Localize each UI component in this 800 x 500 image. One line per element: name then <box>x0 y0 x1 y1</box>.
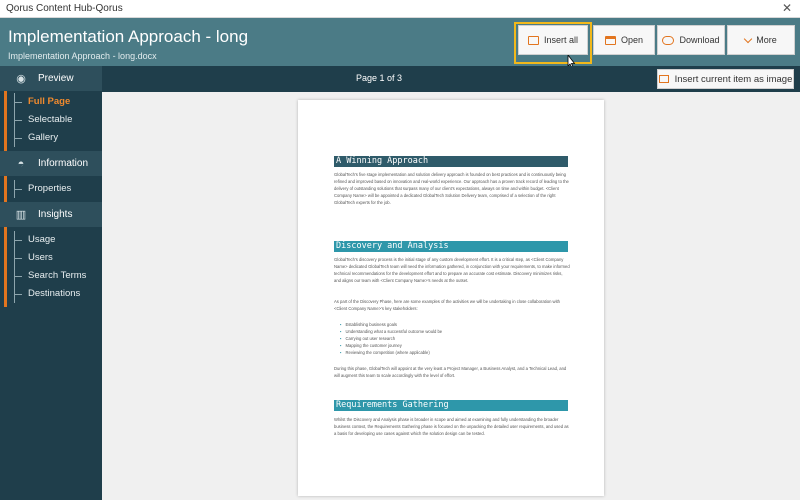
image-icon <box>659 75 669 83</box>
document-filename: Implementation Approach - long.docx <box>8 51 157 61</box>
document-title: Implementation Approach - long <box>8 27 249 46</box>
preview-canvas[interactable] <box>102 92 800 500</box>
section-label: Preview <box>38 73 74 84</box>
sidebar-item-destinations[interactable]: Destinations <box>0 285 102 303</box>
sidebar-item-selectable[interactable]: Selectable <box>0 111 102 129</box>
sidebar-item-gallery[interactable]: Gallery <box>0 129 102 147</box>
open-button[interactable] <box>593 25 655 55</box>
section-label: Information <box>38 158 89 169</box>
page-indicator: Page 1 of 3 <box>356 73 403 83</box>
insert-current-label: Insert current item as image <box>674 73 793 85</box>
doc-bullet-list <box>340 321 570 356</box>
insert-all-label: Insert all <box>543 35 578 45</box>
information-items <box>0 176 102 202</box>
sidebar-item-search-terms[interactable]: Search Terms <box>0 267 102 285</box>
chart-icon: ▥ <box>15 208 27 221</box>
doc-paragraph-5: Whilst the Discovery and Analysis phase is broader in scope and aimed at examining and fully understanding the broader business context, the Requirements Gathering phase is focused on the unpacking the detailed user requirements, and used as a basis for developing use cases against which the solution design can be tested. <box>334 417 569 436</box>
insert-current-as-image-button[interactable] <box>657 69 794 89</box>
list-item: ▪ Understanding what a successful outcome would be <box>340 328 570 335</box>
doc-heading-3: Requirements Gathering <box>334 400 568 411</box>
doc-paragraph-1: GlobalTech's five stage implementation and solution delivery approach is founded on best practices and is continuously being refined and improved based on innovation and real-world experience. Our approach has a proven track record of leading to the delivery of outstanding solutions that surpass many of our client's expectations, always on time and within budget. <Client Company Name> will be appointed a dedicated GlobalTech Solution Delivery team, comprised of a selection of the right GlobalTech experts for the job. <box>334 172 569 205</box>
more-label: More <box>756 35 777 45</box>
doc-heading-2: Discovery and Analysis <box>334 241 568 252</box>
window-titlebar <box>0 0 800 18</box>
preview-toolbar <box>102 66 800 92</box>
section-label: Insights <box>38 209 73 220</box>
insert-all-button[interactable] <box>518 25 588 55</box>
download-button[interactable] <box>657 25 725 55</box>
sidebar-section-information[interactable] <box>0 151 102 176</box>
eye-icon: ◉ <box>16 72 26 85</box>
cloud-download-icon <box>662 36 674 45</box>
sidebar-item-users[interactable]: Users <box>0 249 102 267</box>
sidebar-item-properties[interactable]: Properties <box>0 180 102 198</box>
gauge-icon: ◓ <box>17 157 25 170</box>
sidebar-section-insights[interactable] <box>0 202 102 227</box>
document-page <box>298 100 604 496</box>
window-title: Qorus Content Hub-Qorus <box>6 3 123 14</box>
open-label: Open <box>620 35 644 45</box>
sidebar <box>0 66 102 500</box>
document-header <box>0 18 800 66</box>
preview-items <box>0 91 102 151</box>
list-item: ▪ Establishing business goals <box>340 321 570 328</box>
list-item: ▪ Mapping the customer journey <box>340 342 570 349</box>
insights-items <box>0 227 102 307</box>
list-item: ▪ Reviewing the competition (where applicable) <box>340 349 570 356</box>
sidebar-item-full-page[interactable]: Full Page <box>0 93 102 111</box>
insert-icon <box>528 36 539 45</box>
chevron-down-icon <box>744 34 752 42</box>
close-icon[interactable]: ✕ <box>781 1 793 15</box>
download-label: Download <box>679 35 720 45</box>
doc-paragraph-4: During this phase, GlobalTech will appoint at the very least a Project Manager, a Business Analyst, and a Technical Lead, and will augment this team to scale accordingly with the level of effort. <box>334 366 567 378</box>
doc-heading-1: A Winning Approach <box>334 156 568 167</box>
doc-paragraph-3: As part of the Discovery Phase, here are some examples of the activities we will be undertaking in close collaboration with <Client Company Name>'s key stakeholders: <box>334 299 561 311</box>
sidebar-item-usage[interactable]: Usage <box>0 231 102 249</box>
sidebar-section-preview[interactable] <box>0 66 102 91</box>
folder-icon <box>605 36 616 45</box>
list-item: ▪ Carrying out user research <box>340 335 570 342</box>
more-button[interactable] <box>727 25 795 55</box>
doc-paragraph-2: GlobalTech's discovery process is the initial stage of any custom development effort. It is a critical step, as <Client Company Name> dedicated GlobalTech team will need the information gathered, in conjunction with your requirements, to make informed technical recommendations for the development effort and to prepare an accurate cost estimate. Discovery minimizes risks, and aligns our team with <Client Company Name>'s needs at the outset. <box>334 257 570 283</box>
